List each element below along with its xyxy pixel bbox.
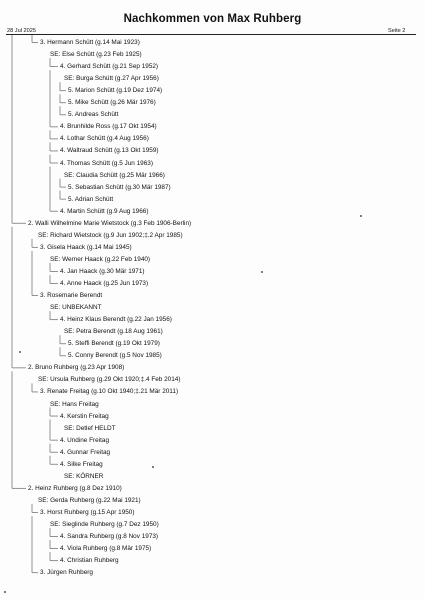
descendant-entry: 4. Gerhard Schütt (g.21 Sep 1952) — [60, 63, 159, 71]
descendant-entry: 3. Rosemarie Berendt — [40, 292, 103, 300]
header-rule — [6, 34, 416, 35]
descendant-entry: 3. Hermann Schütt (g.14 Mai 1923) — [40, 39, 140, 46]
descendant-entry: 4. Viola Ruhberg (g.8 Mär 1975) — [60, 545, 152, 553]
descendant-entry: 5. Marion Schütt (g.19 Dez 1974) — [68, 87, 163, 95]
spouse-entry: SE: Detlef HELDT — [64, 424, 116, 432]
descendant-entry: 4. Sandra Ruhberg (g.8 Nov 1973) — [60, 533, 159, 541]
descendant-entry: 4. Martin Schütt (g.9 Aug 1966) — [60, 207, 149, 215]
descendant-entry: 2. Heinz Ruhberg (g.8 Dez 1910) — [28, 484, 122, 492]
descendant-entry: 2. Walli Wilhelmine Marie Wietstock (g.3 Feb 1906-Berlin) — [28, 219, 192, 227]
spouse-entry: SE: Sieglinde Ruhberg (g.7 Dez 1950) — [50, 521, 159, 528]
descendant-entry: 4. Silke Freitag — [60, 460, 103, 468]
descendant-entry: 4. Waltraud Schütt (g.13 Okt 1959) — [60, 147, 159, 155]
descendant-entry: 4. Lothar Schütt (g.4 Aug 1956) — [60, 135, 149, 143]
report-date: 28 Jul 2025 — [7, 28, 36, 34]
descendant-entry: 5. Sebastian Schütt (g.30 Mär 1987) — [68, 183, 171, 191]
descendant-entry: 3. Gisela Haack (g.14 Mai 1945) — [40, 243, 132, 251]
descendant-entry: 4. Brunhilde Ross (g.17 Okt 1954) — [60, 123, 157, 131]
descendant-entry: 2. Bruno Ruhberg (g.23 Apr 1908) — [28, 364, 125, 372]
descendant-entry: 4. Jan Haack (g.30 Mär 1971) — [60, 267, 145, 275]
descendant-entry: 5. Steffi Berendt (g.19 Okt 1979) — [68, 340, 160, 348]
spouse-entry: SE: Werner Haack (g.22 Feb 1940) — [50, 255, 151, 263]
spouse-entry: SE: Gerda Ruhberg (g.22 Mai 1921) — [38, 496, 141, 504]
spouse-entry: SE: Petra Berendt (g.18 Aug 1961) — [64, 328, 163, 336]
spouse-entry: SE: Ursula Ruhberg (g.29 Okt 1920;‡.4 Feb 2014) — [38, 376, 181, 384]
page-number: Seite 2 — [388, 28, 406, 34]
descendant-entry: 4. Thomas Schütt (g.5 Jun 1963) — [60, 159, 153, 167]
descendant-entry: 3. Renate Freitag (g.10 Okt 1940;‡.21 Mär 2011) — [40, 388, 179, 396]
descendant-entry: 5. Adrian Schütt — [68, 195, 114, 203]
descendant-entry: 4. Heinz Klaus Berendt (g.22 Jan 1956) — [60, 316, 172, 324]
spouse-entry: SE: Else Schütt (g.23 Feb 1925) — [50, 51, 142, 59]
scan-speck — [152, 466, 154, 468]
spouse-entry: SE: UNBEKANNT — [50, 304, 102, 312]
spouse-entry: SE: Richard Wietstock (g.9 Jun 1902;‡.2 Apr 1985) — [38, 231, 183, 239]
descendant-entry: 5. Andreas Schütt — [68, 111, 119, 119]
spouse-entry: SE: KÖRNER — [64, 472, 104, 480]
scan-speck — [261, 271, 263, 273]
descendant-entry: 4. Christian Ruhberg — [60, 557, 119, 565]
descendant-entry: 5. Conny Berendt (g.5 Nov 1985) — [68, 352, 162, 360]
scan-speck — [360, 215, 362, 217]
descendant-entry: 5. Mike Schütt (g.26 Mär 1976) — [68, 99, 156, 107]
descendant-entry: 4. Kerstin Freitag — [60, 412, 109, 420]
descendant-entry: 4. Gunnar Freitag — [60, 448, 111, 456]
descendant-entry: 3. Horst Ruhberg (g.15 Apr 1950) — [40, 508, 135, 516]
spouse-entry: SE: Hans Freitag — [50, 400, 99, 408]
scan-speck — [19, 351, 21, 353]
report-title: Nachkommen von Max Ruhberg — [123, 13, 302, 25]
descendant-entry: 3. Jürgen Ruhberg — [40, 569, 93, 577]
spouse-entry: SE: Claudia Schütt (g.25 Mär 1966) — [64, 171, 165, 179]
descendant-entry: 4. Undine Freitag — [60, 436, 110, 444]
spouse-entry: SE: Burga Schütt (g.27 Apr 1956) — [64, 75, 159, 83]
descendant-entry: 4. Anne Haack (g.25 Jun 1973) — [60, 280, 149, 287]
scan-speck — [4, 591, 6, 593]
